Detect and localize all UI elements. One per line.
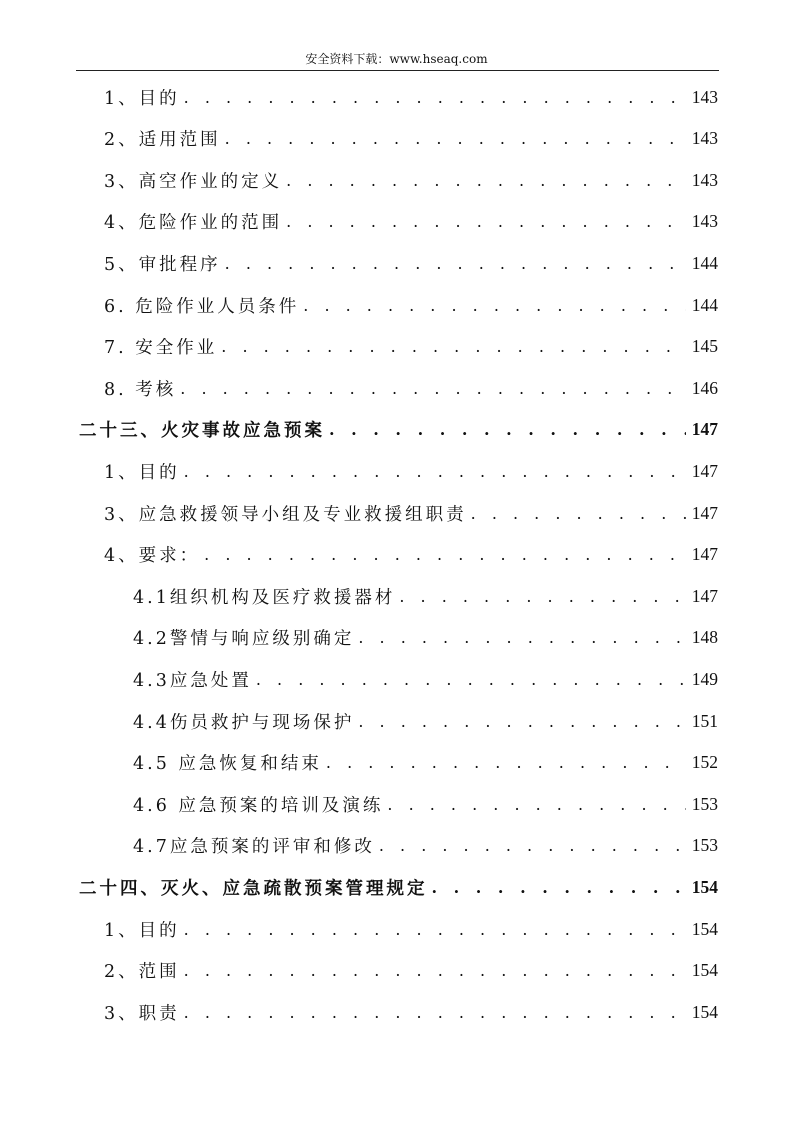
toc-dot-leader xyxy=(379,836,686,855)
toc-entry-title: 3、应急救援领导小组及专业救援组职责 xyxy=(104,504,467,525)
toc-entry-title: 4.5 应急恢复和结束 xyxy=(133,754,322,775)
toc-dot-leader xyxy=(221,337,685,356)
toc-entry-page-number: 147 xyxy=(691,544,718,565)
toc-entry[interactable] xyxy=(104,958,718,984)
toc-entry-page-number: 152 xyxy=(691,752,718,773)
toc-entry-page-number: 146 xyxy=(691,377,718,398)
toc-entry-page-number: 147 xyxy=(691,460,718,481)
toc-entry-page-number: 149 xyxy=(691,668,718,689)
toc-dot-leader xyxy=(286,171,686,190)
toc-entry-title: 1、目的 xyxy=(104,88,180,109)
toc-entry[interactable] xyxy=(133,708,718,734)
toc-entry-title: 4、危险作业的范围 xyxy=(104,213,283,234)
toc-entry-title: 二十三、火灾事故应急预案 xyxy=(79,421,325,442)
toc-entry-title: 4.1组织机构及医疗救援器材 xyxy=(133,587,396,608)
toc-entry-title: 4、要求： xyxy=(104,546,201,567)
toc-entry-page-number: 145 xyxy=(691,336,718,357)
toc-entry-page-number: 143 xyxy=(691,86,718,107)
toc-dot-leader xyxy=(225,254,686,273)
toc-entry-title: 4.4伤员救护与现场保护 xyxy=(133,712,355,733)
toc-entry-title: 5、审批程序 xyxy=(104,254,221,275)
toc-dot-leader xyxy=(387,795,685,814)
toc-entry-page-number: 153 xyxy=(691,793,718,814)
toc-dot-leader xyxy=(184,462,686,481)
toc-entry-page-number: 154 xyxy=(691,918,718,939)
toc-entry-page-number: 147 xyxy=(691,585,718,606)
toc-entry[interactable] xyxy=(104,250,718,276)
toc-entry[interactable] xyxy=(104,167,718,193)
toc-entry[interactable] xyxy=(104,292,718,318)
toc-entry-title: 8. 考核 xyxy=(104,379,177,400)
toc-dot-leader xyxy=(399,587,685,606)
toc-entry-title: 3、职责 xyxy=(104,1003,180,1024)
toc-entry[interactable] xyxy=(104,209,718,235)
toc-dot-leader xyxy=(184,961,686,980)
toc-dot-leader xyxy=(184,920,686,939)
toc-entry[interactable] xyxy=(104,500,718,526)
toc-entry-page-number: 154 xyxy=(691,960,718,981)
toc-entry[interactable] xyxy=(133,625,718,651)
toc-chapter-entry[interactable] xyxy=(79,417,718,443)
toc-entry[interactable] xyxy=(104,458,718,484)
toc-entry-title: 1、目的 xyxy=(104,920,180,941)
toc-entry-page-number: 147 xyxy=(691,419,718,440)
toc-chapter-entry[interactable] xyxy=(79,874,718,900)
toc-entry-title: 2、范围 xyxy=(104,962,180,983)
toc-entry-title: 4.3应急处置 xyxy=(133,670,252,691)
toc-entry-page-number: 143 xyxy=(691,211,718,232)
toc-entry-title: 4.6 应急预案的培训及演练 xyxy=(133,795,384,816)
toc-entry[interactable] xyxy=(104,542,718,568)
toc-entry[interactable] xyxy=(133,583,718,609)
toc-dot-leader xyxy=(286,212,686,231)
toc-entry-page-number: 143 xyxy=(691,128,718,149)
toc-dot-leader xyxy=(180,379,685,398)
toc-entry-page-number: 147 xyxy=(691,502,718,523)
toc-dot-leader xyxy=(303,296,685,315)
toc-entry-title: 4.2警情与响应级别确定 xyxy=(133,629,355,650)
toc-dot-leader xyxy=(471,504,686,523)
toc-entry-page-number: 154 xyxy=(691,1001,718,1022)
toc-dot-leader xyxy=(225,129,686,148)
toc-entry[interactable] xyxy=(104,334,718,360)
toc-entry-page-number: 144 xyxy=(691,252,718,273)
toc-entry[interactable] xyxy=(133,750,718,776)
toc-entry-title: 4.7应急预案的评审和修改 xyxy=(133,837,375,858)
toc-entry-page-number: 154 xyxy=(691,876,718,897)
toc-dot-leader xyxy=(358,628,685,647)
toc-entry[interactable] xyxy=(104,916,718,942)
page-header: 安全资料下载：www.hseaq.com xyxy=(305,52,488,66)
toc-entry-title: 二十四、灭火、应急疏散预案管理规定 xyxy=(79,878,428,899)
toc-dot-leader xyxy=(204,545,686,564)
toc-dot-leader xyxy=(256,670,686,689)
toc-entry[interactable] xyxy=(133,666,718,692)
toc-entry-page-number: 143 xyxy=(691,169,718,190)
toc-dot-leader xyxy=(329,420,686,439)
toc-entry[interactable] xyxy=(133,833,718,859)
toc-entry[interactable] xyxy=(104,375,718,401)
toc-dot-leader xyxy=(358,712,685,731)
toc-entry-page-number: 144 xyxy=(691,294,718,315)
toc-entry-title: 2、适用范围 xyxy=(104,130,221,151)
toc-dot-leader xyxy=(432,878,686,897)
toc-entry[interactable] xyxy=(104,84,718,110)
toc-entry-page-number: 153 xyxy=(691,835,718,856)
toc-entry-title: 1、目的 xyxy=(104,462,180,483)
toc-entry-title: 7. 安全作业 xyxy=(104,338,218,359)
toc-entry-title: 3、高空作业的定义 xyxy=(104,171,283,192)
toc-entry-page-number: 151 xyxy=(691,710,718,731)
toc-entry[interactable] xyxy=(104,126,718,152)
toc-entry[interactable] xyxy=(133,791,718,817)
toc-dot-leader xyxy=(184,1003,686,1022)
header-divider xyxy=(76,70,719,71)
toc-entry[interactable] xyxy=(104,999,718,1025)
toc-entry-page-number: 148 xyxy=(691,627,718,648)
toc-dot-leader xyxy=(184,88,686,107)
toc-entry-title: 6. 危险作业人员条件 xyxy=(104,296,300,317)
toc-dot-leader xyxy=(326,753,686,772)
